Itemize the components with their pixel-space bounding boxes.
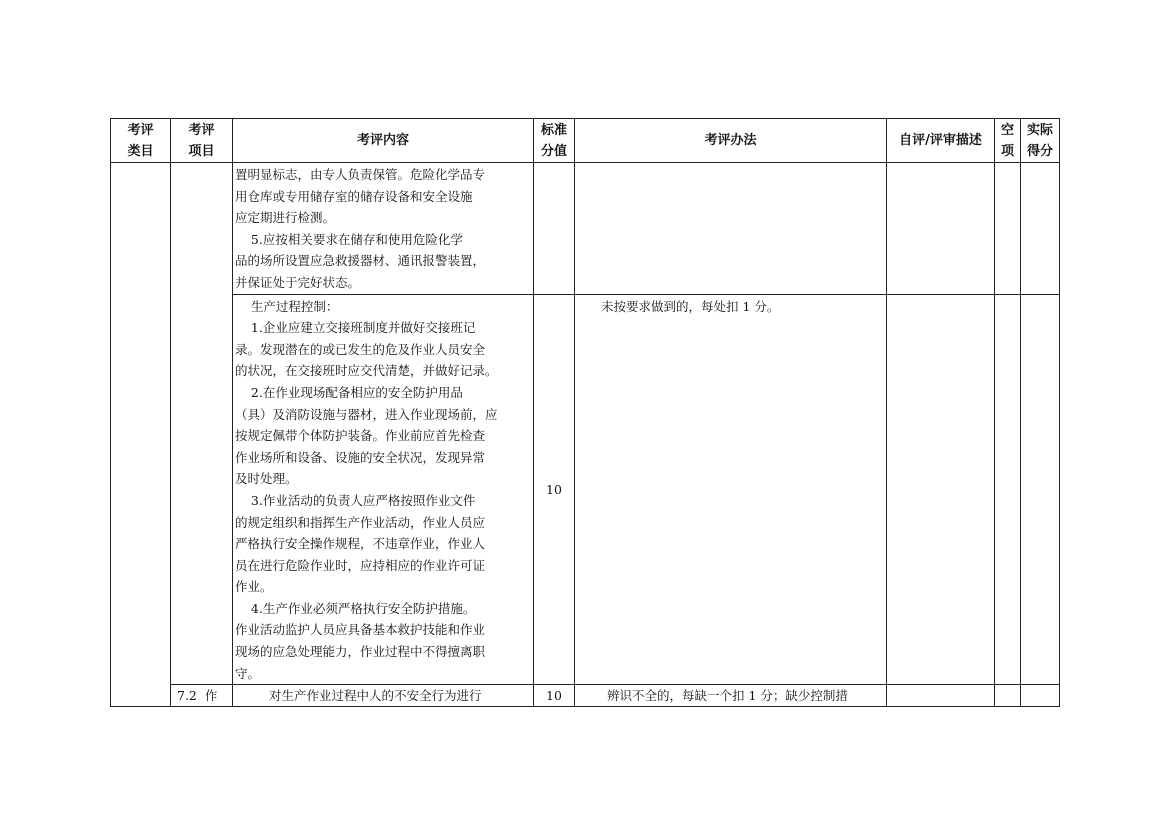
empty-item-cell — [995, 685, 1021, 707]
header-category: 考评 类目 — [111, 119, 171, 163]
content-line: 3.作业活动的负责人应严格按照作业文件 — [235, 492, 476, 508]
actual-score-cell — [1021, 294, 1060, 685]
header-empty-item: 空 项 — [995, 119, 1021, 163]
content-text — [235, 164, 533, 294]
content-line: 按规定佩带个体防护装备。作业前应首先检查 — [235, 428, 486, 444]
content-line: 的规定组织和指挥生产作业活动，作业人员应 — [235, 514, 486, 530]
content-line: 及时处理。 — [235, 471, 298, 487]
content-line: 1.企业应建立交接班制度并做好交接班记 — [235, 320, 476, 336]
self-review-cell — [887, 163, 995, 295]
score-cell: 10 — [534, 294, 575, 685]
content-line: 2.在作业现场配备相应的安全防护用品 — [235, 384, 463, 400]
method-cell — [575, 163, 887, 295]
content-line: 现场的应急处理能力，作业过程中不得擅离职 — [235, 644, 486, 660]
self-review-cell — [887, 685, 995, 707]
content-line: 作业场所和设备、设施的安全状况，发现异常 — [235, 449, 486, 465]
content-cell — [233, 294, 534, 685]
content-line: 员在进行危险作业时，应持相应的作业许可证 — [235, 557, 486, 573]
score-cell: 10 — [534, 685, 575, 707]
header-item: 考评 项目 — [171, 119, 233, 163]
header-content: 考评内容 — [233, 119, 534, 163]
method-cell: 辨识不全的，每缺一个扣 1 分；缺少控制措 — [575, 685, 887, 707]
score-cell — [534, 163, 575, 295]
content-cell: 对生产作业过程中人的不安全行为进行 — [233, 685, 534, 707]
header-row — [111, 119, 1060, 163]
content-text — [235, 296, 533, 685]
method-cell — [575, 294, 887, 685]
self-review-cell — [887, 294, 995, 685]
table-row — [111, 163, 1060, 295]
content-line: 并保证处于完好状态。 — [235, 274, 361, 290]
content-line: 的状况，在交接班时应交代清楚，并做好记录。 — [235, 363, 498, 379]
content-line: 5.应按相关要求在储存和使用危险化学 — [235, 231, 463, 247]
actual-score-cell — [1021, 685, 1060, 707]
content-line: 置明显标志，由专人负责保管。危险化学品专 — [235, 167, 486, 182]
category-cell — [111, 163, 171, 707]
content-line: 4.生产作业必须严格执行安全防护措施。 — [235, 600, 476, 616]
header-standard-score: 标准 分值 — [534, 119, 575, 163]
method-text: 未按要求做到的，每处扣 1 分。 — [601, 298, 780, 314]
content-line: （具）及消防设施与器材，进入作业现场前，应 — [235, 406, 498, 422]
empty-item-cell — [995, 294, 1021, 685]
evaluation-table — [110, 118, 1060, 707]
header-actual-score: 实际 得分 — [1021, 119, 1060, 163]
empty-item-cell — [995, 163, 1021, 295]
item-cell — [171, 163, 233, 685]
content-cell — [233, 163, 534, 295]
content-line: 作业活动监护人员应具备基本救护技能和作业 — [235, 622, 486, 638]
content-line: 录。发现潜在的或已发生的危及作业人员安全 — [235, 341, 486, 357]
content-line: 生产过程控制： — [235, 298, 339, 314]
actual-score-cell — [1021, 163, 1060, 295]
content-line: 守。 — [235, 665, 261, 681]
header-method: 考评办法 — [575, 119, 887, 163]
content-line: 用仓库或专用储存室的储存设备和安全设施 — [235, 188, 473, 204]
content-line: 应定期进行检测。 — [235, 210, 336, 226]
content-line: 品的场所设置应急救援器材、通讯报警装置， — [235, 253, 486, 269]
table-row — [111, 294, 1060, 685]
item-cell: 7.2 作 — [171, 685, 233, 707]
table-row — [111, 685, 1060, 707]
header-self-review: 自评/评审描述 — [887, 119, 995, 163]
content-line: 作业。 — [235, 579, 273, 595]
content-line: 严格执行安全操作规程，不违章作业，作业人 — [235, 536, 486, 552]
